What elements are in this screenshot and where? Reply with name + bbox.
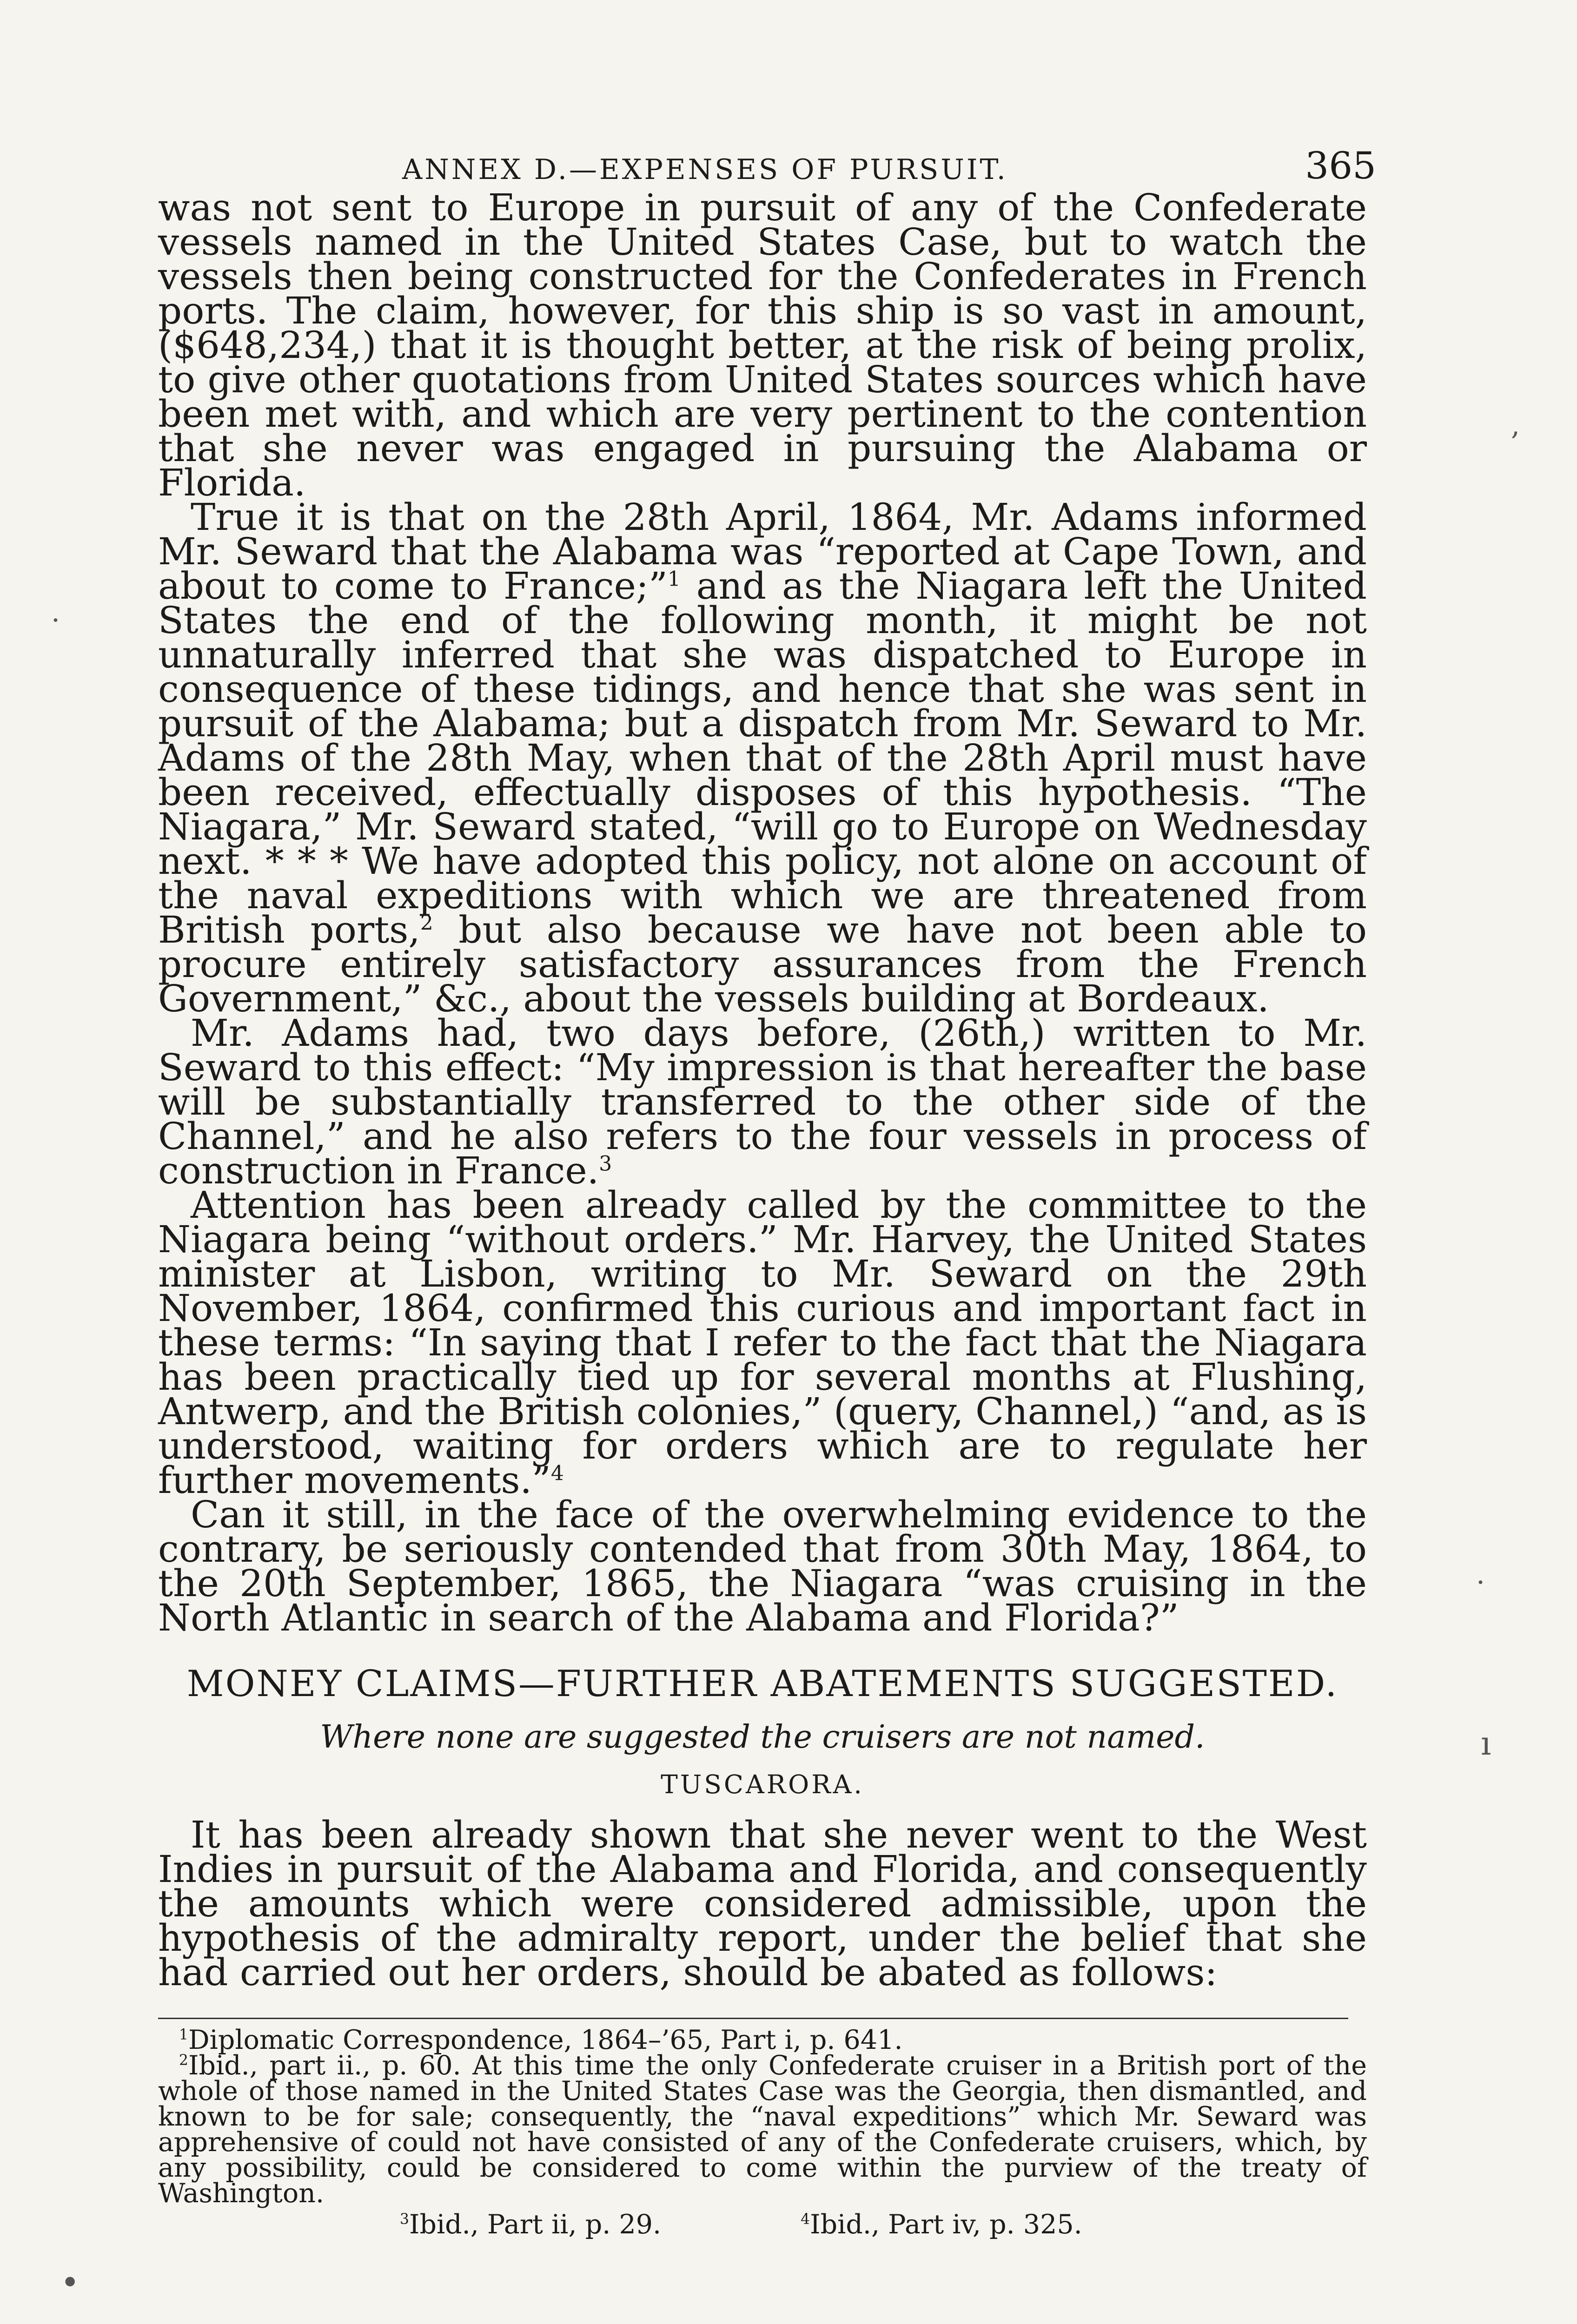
footnote-text: Ibid., Part ii, p. 29. xyxy=(409,2209,662,2240)
page-header xyxy=(158,139,1376,191)
footnote-number: 4 xyxy=(801,2211,810,2228)
paragraph-text: but also because we have not been able to procure entirely satisfactory assurances from the French Government,” &c., about the vessels building at Bordeaux. xyxy=(158,908,1367,1020)
scan-speck: , xyxy=(1511,409,1520,442)
subsection-heading: TUSCARORA. xyxy=(661,1769,864,1799)
footnote-divider xyxy=(158,2018,1348,2019)
footnote-text: Ibid., part ii., p. 60. At this time the only Confederate cruiser in a British port of the whole of those named in the United States Case was the Georgia, then dismantled, and known to be for sale; consequently, the “naval expeditions” which Mr. Seward was apprehensive of could not have consisted of any of the Confederate cruisers, which, by any possibility, could be considered to come within the purview of the treaty of Washington. xyxy=(158,2050,1367,2209)
footnote-number: 3 xyxy=(400,2211,409,2228)
paragraph-niagara-purpose xyxy=(158,186,1367,504)
paragraph-text: and as the Niagara left the United States the end of the following month, it might be not unnaturally inferred that she was dispatched to Europe in consequence of these tidings, and hence that she was sent in pursuit of the Alabama; but a dispatch from Mr. Seward to Mr. Adams of the 28th May, when that of the 28th April must have been received, effectually disposes of this hypothesis. “The Niagara,” Mr. Seward stated, “will go to Europe on Wednesday next. * * * We have adopted this policy, not alone on account of the naval expeditions with which we are threatened from British ports, xyxy=(158,564,1367,951)
footnote-ref: 2 xyxy=(420,911,433,935)
paragraph-text: Attention has been already called by the committee to the Niagara being “without orders.” Mr. Harvey, the United States minister at Lisbon, writing to Mr. Seward on the 29th November, 1864, confirmed this curious and important fact in these terms: “In saying that I refer to the fact that the Niagara has been practically tied up for several months at Flushing, Antwerp, and the British colonies,” (query, Channel,) “and, as is understood, waiting for orders which are to regulate her further movements.” xyxy=(158,1183,1367,1502)
footnote-3-4-line xyxy=(400,2209,1367,2240)
scan-speck: · xyxy=(51,604,60,637)
paragraph-text: was not sent to Europe in pursuit of any of the Confederate vessels named in the United States Case, but to watch the vessels then being constructed for the Confederates in French ports. The claim, however, for this ship is so vast in amount, ($648,234,) that it is thought better, at the risk of being prolix, to give other quotations from United States sources which have been met with, and which are very pertinent to the contention that she never was engaged in pursuing the Alabama or Florida. xyxy=(158,186,1367,504)
footnote-3 xyxy=(400,2209,731,2240)
paragraph-tuscarora xyxy=(158,1813,1367,1994)
paragraph-text: Mr. Adams had, two days before, (26th,) written to Mr. Seward to this effect: “My impression is that hereafter the base will be substantially transferred to the other side of the Channel,” and he also refers to the four vessels in process of construction in France. xyxy=(158,1011,1367,1192)
page-number: 365 xyxy=(1305,144,1376,187)
paragraph-text: It has been already shown that she never went to the West Indies in pursuit of the Alabama and Florida, and consequently the amounts which were considered admissible, upon the hypothesis of the admiralty report, under the belief that she had carried out her orders, should be abated as follows: xyxy=(158,1813,1367,1994)
footnote-ref: 1 xyxy=(667,567,681,591)
paragraph-harvey-lisbon xyxy=(158,1183,1367,1502)
paragraph-adams-impression xyxy=(158,1011,1367,1192)
paragraph-conclusion-question xyxy=(158,1493,1367,1639)
paragraph-text: True it is that on the 28th April, 1864, Mr. Adams informed Mr. Seward that the Alabama was “reported at Cape Town, and about to come to France;” xyxy=(158,495,1367,607)
scan-speck: ı xyxy=(1481,1724,1491,1763)
paragraph-text: Can it still, in the face of the overwhelming evidence to the contrary, be seriously contended that from 30th May, 1864, to the 20th September, 1865, the Niagara “was cruising in the North Atlantic in search of the Alabama and Florida?” xyxy=(158,1493,1367,1639)
section-title: MONEY CLAIMS—FURTHER ABATEMENTS SUGGESTED. xyxy=(186,1663,1338,1705)
section-subtitle: Where none are suggested the cruisers are not named. xyxy=(320,1719,1205,1756)
footnote-ref: 4 xyxy=(550,1461,564,1486)
footnote-1 xyxy=(158,2027,1367,2053)
footnote-text: Diplomatic Correspondence, 1864–’65, Part i, p. 641. xyxy=(188,2025,903,2055)
footnote-ref: 3 xyxy=(599,1152,612,1176)
running-head: ANNEX D.—EXPENSES OF PURSUIT. xyxy=(402,153,1008,186)
footnote-number: 2 xyxy=(179,2052,188,2069)
footnote-text: Ibid., Part iv, p. 325. xyxy=(810,2209,1082,2240)
scan-speck: • xyxy=(60,2264,80,2302)
document-page xyxy=(158,139,1376,2240)
footnote-2 xyxy=(158,2050,1367,2209)
paragraph-adams-seward-dispatch xyxy=(158,495,1367,1020)
footnote-number: 1 xyxy=(179,2027,188,2043)
footnote-4 xyxy=(801,2209,1152,2240)
scan-speck: · xyxy=(1476,1566,1485,1599)
